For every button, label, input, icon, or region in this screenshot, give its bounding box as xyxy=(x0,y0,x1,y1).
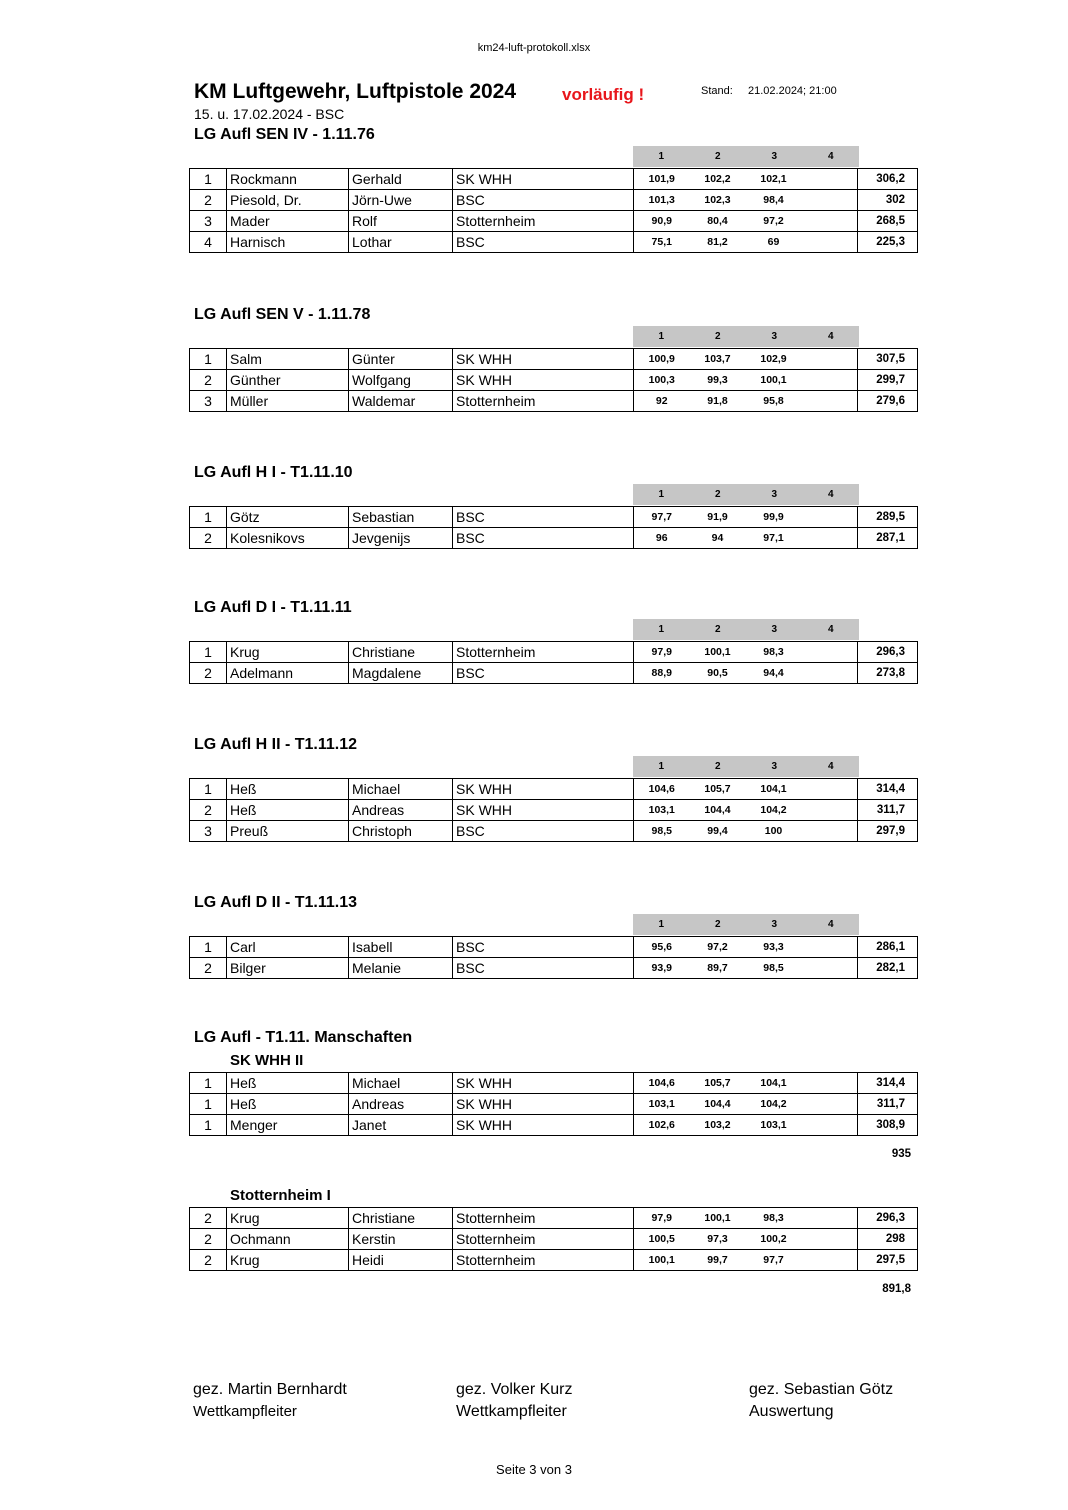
signature-name: gez. Martin Bernhardt xyxy=(193,1381,347,1398)
table-cell: Stotternheim xyxy=(453,211,634,232)
table-cell: 95,6 xyxy=(634,937,690,958)
table-cell: 101,3 xyxy=(634,190,690,211)
series-header xyxy=(633,756,859,777)
table-row xyxy=(190,958,918,979)
table-cell: 99,3 xyxy=(690,370,746,391)
table-cell: Carl xyxy=(227,937,349,958)
table-cell: 104,2 xyxy=(746,800,802,821)
series-header xyxy=(633,914,859,935)
series-header-cell: 2 xyxy=(714,331,721,342)
table-cell: 103,1 xyxy=(746,1115,802,1136)
table-row xyxy=(190,937,918,958)
table-cell: SK WHH xyxy=(453,1115,634,1136)
table-cell: 102,9 xyxy=(746,349,802,370)
table-cell: Götz xyxy=(227,507,349,528)
page-title: KM Luftgewehr, Luftpistole 2024 xyxy=(194,80,517,103)
table-cell: 96 xyxy=(634,528,690,549)
table-cell: 91,9 xyxy=(690,507,746,528)
results-table xyxy=(189,641,918,684)
series-header-cell: 1 xyxy=(658,761,665,772)
table-cell xyxy=(802,958,858,979)
table-cell: 100,1 xyxy=(690,1208,746,1229)
table-row xyxy=(190,1094,918,1115)
table-cell: 306,2 xyxy=(858,169,918,190)
table-cell: 100,1 xyxy=(746,370,802,391)
team-total: 891,8 xyxy=(882,1283,911,1296)
table-cell: BSC xyxy=(453,232,634,253)
table-cell: 98,3 xyxy=(746,642,802,663)
table-cell: 1 xyxy=(190,507,227,528)
series-header-cell: 2 xyxy=(714,919,721,930)
table-cell: 90,9 xyxy=(634,211,690,232)
table-cell: Ochmann xyxy=(227,1229,349,1250)
table-cell: SK WHH xyxy=(453,169,634,190)
table-cell: 2 xyxy=(190,800,227,821)
table-cell: 104,1 xyxy=(746,779,802,800)
table-cell: 97,1 xyxy=(746,528,802,549)
table-cell: 92 xyxy=(634,391,690,412)
table-cell: BSC xyxy=(453,937,634,958)
table-cell: 268,5 xyxy=(858,211,918,232)
table-cell: Stotternheim xyxy=(453,1208,634,1229)
table-cell: 98,3 xyxy=(746,1208,802,1229)
table-cell: BSC xyxy=(453,821,634,842)
table-cell: 102,2 xyxy=(690,169,746,190)
series-header-cell: 2 xyxy=(714,761,721,772)
event-subtitle: 15. u. 17.02.2024 - BSC xyxy=(194,106,345,122)
table-row xyxy=(190,1250,918,1271)
table-cell: SK WHH xyxy=(453,779,634,800)
table-cell: 98,4 xyxy=(746,190,802,211)
table-cell: Michael xyxy=(349,779,453,800)
series-header-cell: 1 xyxy=(658,331,665,342)
table-cell: BSC xyxy=(453,190,634,211)
table-cell: 4 xyxy=(190,232,227,253)
table-cell: 296,3 xyxy=(858,1208,918,1229)
table-cell: 2 xyxy=(190,663,227,684)
section-title: LG Aufl SEN V - 1.11.78 xyxy=(194,306,371,323)
table-cell: Rolf xyxy=(349,211,453,232)
table-cell: 99,4 xyxy=(690,821,746,842)
stand-label: Stand: xyxy=(701,85,733,97)
table-row xyxy=(190,800,918,821)
table-row xyxy=(190,190,918,211)
signature-role: Wettkampfleiter xyxy=(193,1403,297,1420)
table-cell: 103,1 xyxy=(634,1094,690,1115)
signature-role: Wettkampfleiter xyxy=(456,1403,567,1420)
table-cell: 90,5 xyxy=(690,663,746,684)
table-cell xyxy=(802,349,858,370)
table-cell: 104,2 xyxy=(746,1094,802,1115)
signature-role: Auswertung xyxy=(749,1403,834,1420)
table-cell: Heidi xyxy=(349,1250,453,1271)
table-row xyxy=(190,232,918,253)
table-cell: 102,1 xyxy=(746,169,802,190)
table-cell: 102,3 xyxy=(690,190,746,211)
table-cell: Heß xyxy=(227,1073,349,1094)
table-cell: Heß xyxy=(227,1094,349,1115)
series-header xyxy=(633,146,859,167)
table-cell: 297,9 xyxy=(858,821,918,842)
table-cell: BSC xyxy=(453,663,634,684)
section-title: LG Aufl SEN IV - 1.11.76 xyxy=(194,126,375,143)
table-cell: 104,4 xyxy=(690,1094,746,1115)
table-cell: 1 xyxy=(190,349,227,370)
table-cell: Heß xyxy=(227,800,349,821)
table-cell: 314,4 xyxy=(858,779,918,800)
table-cell: 2 xyxy=(190,1229,227,1250)
table-cell: 279,6 xyxy=(858,391,918,412)
table-cell: Lothar xyxy=(349,232,453,253)
table-cell: 308,9 xyxy=(858,1115,918,1136)
table-cell: 89,7 xyxy=(690,958,746,979)
file-name: km24-luft-protokoll.xlsx xyxy=(477,42,591,54)
table-cell: 97,2 xyxy=(746,211,802,232)
table-cell: 99,9 xyxy=(746,507,802,528)
table-row xyxy=(190,1073,918,1094)
table-cell xyxy=(802,821,858,842)
table-cell: 314,4 xyxy=(858,1073,918,1094)
table-cell xyxy=(802,1229,858,1250)
series-header-cell: 3 xyxy=(771,919,778,930)
table-cell: SK WHH xyxy=(453,1094,634,1115)
series-header-cell: 3 xyxy=(771,489,778,500)
table-cell: Michael xyxy=(349,1073,453,1094)
signature-name: gez. Sebastian Götz xyxy=(749,1381,894,1398)
table-cell: 93,9 xyxy=(634,958,690,979)
table-cell: 104,6 xyxy=(634,1073,690,1094)
table-cell xyxy=(802,507,858,528)
table-cell: Andreas xyxy=(349,1094,453,1115)
table-cell: 80,4 xyxy=(690,211,746,232)
table-cell: Jörn-Uwe xyxy=(349,190,453,211)
table-cell: 97,7 xyxy=(746,1250,802,1271)
table-cell: Bilger xyxy=(227,958,349,979)
table-cell: 3 xyxy=(190,211,227,232)
table-cell: 296,3 xyxy=(858,642,918,663)
table-cell: 297,5 xyxy=(858,1250,918,1271)
table-cell xyxy=(802,1115,858,1136)
table-cell xyxy=(802,391,858,412)
table-cell: Sebastian xyxy=(349,507,453,528)
table-cell: Adelmann xyxy=(227,663,349,684)
results-table xyxy=(189,1207,918,1271)
table-cell: Stotternheim xyxy=(453,642,634,663)
table-cell: 104,4 xyxy=(690,800,746,821)
table-cell xyxy=(802,1094,858,1115)
table-cell: 99,7 xyxy=(690,1250,746,1271)
table-cell xyxy=(802,779,858,800)
table-cell: Gerhald xyxy=(349,169,453,190)
table-cell xyxy=(802,370,858,391)
table-cell: 95,8 xyxy=(746,391,802,412)
table-cell xyxy=(802,937,858,958)
table-cell: Christiane xyxy=(349,1208,453,1229)
table-cell: 307,5 xyxy=(858,349,918,370)
table-cell: 104,1 xyxy=(746,1073,802,1094)
table-cell: Harnisch xyxy=(227,232,349,253)
table-cell: 287,1 xyxy=(858,528,918,549)
table-row xyxy=(190,1208,918,1229)
team-total: 935 xyxy=(891,1148,911,1161)
table-cell: Piesold, Dr. xyxy=(227,190,349,211)
table-cell: 3 xyxy=(190,391,227,412)
table-cell: Magdalene xyxy=(349,663,453,684)
table-cell: Günther xyxy=(227,370,349,391)
table-cell: Christiane xyxy=(349,642,453,663)
table-cell: 100,5 xyxy=(634,1229,690,1250)
table-cell: 1 xyxy=(190,779,227,800)
table-cell: Wolfgang xyxy=(349,370,453,391)
table-cell: 100,9 xyxy=(634,349,690,370)
preliminary-label: vorläufig ! xyxy=(562,85,645,104)
series-header-cell: 4 xyxy=(827,761,834,772)
series-header-cell: 4 xyxy=(827,624,834,635)
table-cell: Kolesnikovs xyxy=(227,528,349,549)
section-title: LG Aufl H I - T1.11.10 xyxy=(194,464,353,481)
table-cell xyxy=(802,232,858,253)
section-title: LG Aufl D II - T1.11.13 xyxy=(194,894,357,911)
table-cell: Stotternheim xyxy=(453,391,634,412)
table-cell: Günter xyxy=(349,349,453,370)
series-header-cell: 2 xyxy=(714,489,721,500)
series-header-cell: 1 xyxy=(658,151,665,162)
series-header-cell: 1 xyxy=(658,624,665,635)
table-cell: Krug xyxy=(227,1250,349,1271)
table-cell: 100,1 xyxy=(690,642,746,663)
series-header-cell: 4 xyxy=(827,489,834,500)
table-cell: Janet xyxy=(349,1115,453,1136)
stand-value: 21.02.2024; 21:00 xyxy=(748,85,837,97)
table-cell: Kerstin xyxy=(349,1229,453,1250)
series-header xyxy=(633,619,859,640)
table-cell: 93,3 xyxy=(746,937,802,958)
table-cell xyxy=(802,1208,858,1229)
table-cell: Isabell xyxy=(349,937,453,958)
table-cell: 101,9 xyxy=(634,169,690,190)
table-cell: Mader xyxy=(227,211,349,232)
series-header-cell: 3 xyxy=(771,624,778,635)
table-cell: 98,5 xyxy=(634,821,690,842)
series-header-cell: 4 xyxy=(827,331,834,342)
series-header-cell: 2 xyxy=(714,624,721,635)
table-row xyxy=(190,642,918,663)
series-header-cell: 1 xyxy=(658,489,665,500)
series-header xyxy=(633,484,859,505)
series-header-cell: 3 xyxy=(771,331,778,342)
table-cell: 100,2 xyxy=(746,1229,802,1250)
table-row xyxy=(190,349,918,370)
table-cell: SK WHH xyxy=(453,800,634,821)
table-cell: Rockmann xyxy=(227,169,349,190)
table-cell: 104,6 xyxy=(634,779,690,800)
table-cell: Preuß xyxy=(227,821,349,842)
table-cell: 88,9 xyxy=(634,663,690,684)
table-cell: SK WHH xyxy=(453,370,634,391)
table-cell: Andreas xyxy=(349,800,453,821)
table-cell: Stotternheim xyxy=(453,1250,634,1271)
table-cell xyxy=(802,1250,858,1271)
table-cell: 102,6 xyxy=(634,1115,690,1136)
table-row xyxy=(190,1115,918,1136)
table-cell: SK WHH xyxy=(453,1073,634,1094)
table-cell xyxy=(802,528,858,549)
table-cell: 2 xyxy=(190,370,227,391)
table-cell: 1 xyxy=(190,1115,227,1136)
table-cell: 97,9 xyxy=(634,642,690,663)
table-row xyxy=(190,528,918,549)
table-cell: 1 xyxy=(190,1094,227,1115)
table-cell: 3 xyxy=(190,821,227,842)
table-cell: Müller xyxy=(227,391,349,412)
series-header-cell: 2 xyxy=(714,151,721,162)
table-row xyxy=(190,507,918,528)
table-cell: 94,4 xyxy=(746,663,802,684)
table-cell xyxy=(802,800,858,821)
table-cell: 286,1 xyxy=(858,937,918,958)
table-cell: 311,7 xyxy=(858,1094,918,1115)
series-header-cell: 4 xyxy=(827,151,834,162)
table-cell: 103,1 xyxy=(634,800,690,821)
table-cell: 299,7 xyxy=(858,370,918,391)
table-row xyxy=(190,663,918,684)
table-cell: Salm xyxy=(227,349,349,370)
table-cell xyxy=(802,642,858,663)
table-cell: 100,1 xyxy=(634,1250,690,1271)
results-table xyxy=(189,1072,918,1136)
table-cell: 1 xyxy=(190,1073,227,1094)
team-title: Stotternheim I xyxy=(230,1187,331,1204)
table-cell: BSC xyxy=(453,507,634,528)
table-cell: Waldemar xyxy=(349,391,453,412)
table-cell: 2 xyxy=(190,528,227,549)
table-cell: 94 xyxy=(690,528,746,549)
section-title: LG Aufl H II - T1.11.12 xyxy=(194,736,357,753)
table-cell: Krug xyxy=(227,1208,349,1229)
table-cell: 97,3 xyxy=(690,1229,746,1250)
series-header-cell: 1 xyxy=(658,919,665,930)
table-cell: 100 xyxy=(746,821,802,842)
table-cell xyxy=(802,663,858,684)
table-cell: 97,9 xyxy=(634,1208,690,1229)
results-table xyxy=(189,506,918,549)
series-header-cell: 4 xyxy=(827,919,834,930)
table-cell: 75,1 xyxy=(634,232,690,253)
table-cell: 1 xyxy=(190,937,227,958)
table-cell: 2 xyxy=(190,190,227,211)
table-cell: Jevgenijs xyxy=(349,528,453,549)
table-cell: 98,5 xyxy=(746,958,802,979)
table-row xyxy=(190,1229,918,1250)
table-cell: 289,5 xyxy=(858,507,918,528)
table-cell: 2 xyxy=(190,1208,227,1229)
table-cell: 103,2 xyxy=(690,1115,746,1136)
table-cell: BSC xyxy=(453,528,634,549)
table-row xyxy=(190,779,918,800)
table-cell: 100,3 xyxy=(634,370,690,391)
results-table xyxy=(189,778,918,842)
table-cell: 1 xyxy=(190,642,227,663)
table-cell: 97,7 xyxy=(634,507,690,528)
table-cell: 282,1 xyxy=(858,958,918,979)
table-row xyxy=(190,211,918,232)
table-row xyxy=(190,370,918,391)
table-cell: 302 xyxy=(858,190,918,211)
table-row xyxy=(190,821,918,842)
series-header-cell: 3 xyxy=(771,761,778,772)
table-cell xyxy=(802,190,858,211)
section-title: LG Aufl - T1.11. Manschaften xyxy=(194,1029,413,1046)
table-cell: 1 xyxy=(190,169,227,190)
table-cell xyxy=(802,211,858,232)
table-cell: 91,8 xyxy=(690,391,746,412)
table-cell: Stotternheim xyxy=(453,1229,634,1250)
results-table xyxy=(189,168,918,253)
table-cell: 225,3 xyxy=(858,232,918,253)
table-cell xyxy=(802,1073,858,1094)
section-title: LG Aufl D I - T1.11.11 xyxy=(194,599,352,616)
table-cell: 69 xyxy=(746,232,802,253)
table-cell: 81,2 xyxy=(690,232,746,253)
table-cell: BSC xyxy=(453,958,634,979)
table-row xyxy=(190,169,918,190)
results-table xyxy=(189,348,918,412)
table-cell: 273,8 xyxy=(858,663,918,684)
table-cell: SK WHH xyxy=(453,349,634,370)
table-row xyxy=(190,391,918,412)
table-cell: Heß xyxy=(227,779,349,800)
table-cell: Christoph xyxy=(349,821,453,842)
table-cell: 311,7 xyxy=(858,800,918,821)
table-cell: 2 xyxy=(190,1250,227,1271)
signature-name: gez. Volker Kurz xyxy=(456,1381,573,1398)
table-cell: 105,7 xyxy=(690,1073,746,1094)
table-cell: Melanie xyxy=(349,958,453,979)
page-footer: Seite 3 von 3 xyxy=(496,1462,572,1477)
table-cell: 105,7 xyxy=(690,779,746,800)
table-cell: 103,7 xyxy=(690,349,746,370)
table-cell: 2 xyxy=(190,958,227,979)
team-title: SK WHH II xyxy=(230,1052,304,1069)
series-header xyxy=(633,326,859,347)
table-cell: 97,2 xyxy=(690,937,746,958)
results-table xyxy=(189,936,918,979)
table-cell: 298 xyxy=(858,1229,918,1250)
table-cell xyxy=(802,169,858,190)
series-header-cell: 3 xyxy=(771,151,778,162)
table-cell: Menger xyxy=(227,1115,349,1136)
table-cell: Krug xyxy=(227,642,349,663)
